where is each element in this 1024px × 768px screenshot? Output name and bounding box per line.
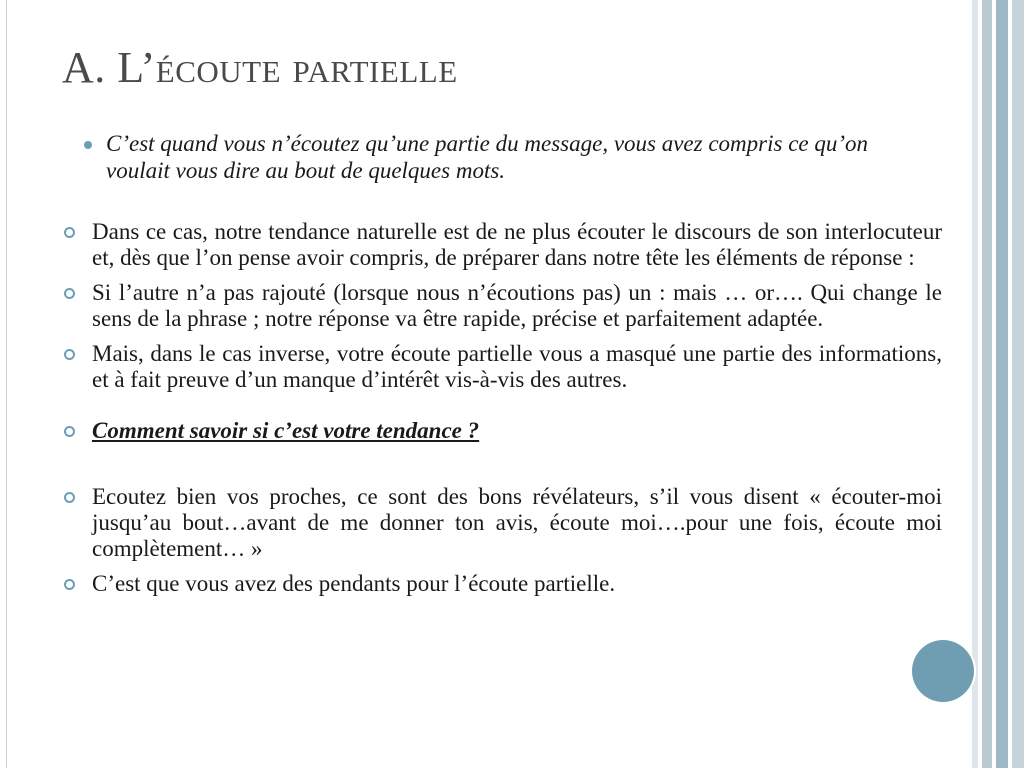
bullet-ring-icon [64, 426, 75, 437]
list-item [64, 571, 942, 597]
list-item-text: Dans ce cas, notre tendance naturelle est de ne plus écouter le discours de son interlocuteur et, dès que l’on pense avoir compris, de préparer dans notre tête les éléments de réponse : [92, 219, 942, 270]
list-item-text: Ecoutez bien vos proches, ce sont des bons révélateurs, s’il vous disent « écouter-moi jusqu’au bout…avant de me donner ton avis, écoute moi….pour une fois, écoute moi complètement… » [92, 484, 942, 561]
intro-text: C’est quand vous n’écoutez qu’une partie du message, vous avez compris ce qu’on voulait vous dire au bout de quelques mots. [106, 131, 869, 183]
list-item-text: Mais, dans le cas inverse, votre écoute partielle vous a masqué une partie des informations, et à fait preuve d’un manque d’intérêt vis-à-vis des autres. [92, 341, 942, 392]
list-item-text: C’est que vous avez des pendants pour l’écoute partielle. [92, 571, 616, 596]
bullet-ring-icon [64, 227, 75, 238]
bullet-ring-icon [64, 492, 75, 503]
decorative-circle [912, 640, 974, 702]
bullet-dot-icon [84, 141, 92, 149]
list-item [64, 280, 942, 332]
question-heading [64, 418, 942, 444]
slide-title [62, 42, 458, 93]
question-text: Comment savoir si c’est votre tendance ? [92, 418, 480, 443]
bullet-ring-icon [64, 349, 75, 360]
decorative-stripes [972, 0, 1024, 768]
bullet-list [64, 219, 942, 597]
list-item [64, 219, 942, 271]
list-item [64, 341, 942, 393]
bullet-ring-icon [64, 579, 75, 590]
list-item [64, 484, 942, 562]
bullet-ring-icon [64, 288, 75, 299]
intro-item [106, 130, 926, 184]
list-item-text: Si l’autre n’a pas rajouté (lorsque nous n’écoutions pas) un : mais … or…. Qui change le sens de la phrase ; notre réponse va être rapide, précise et parfaitement adaptée. [92, 280, 942, 331]
title-text: A. L’écoute partielle [62, 43, 458, 92]
